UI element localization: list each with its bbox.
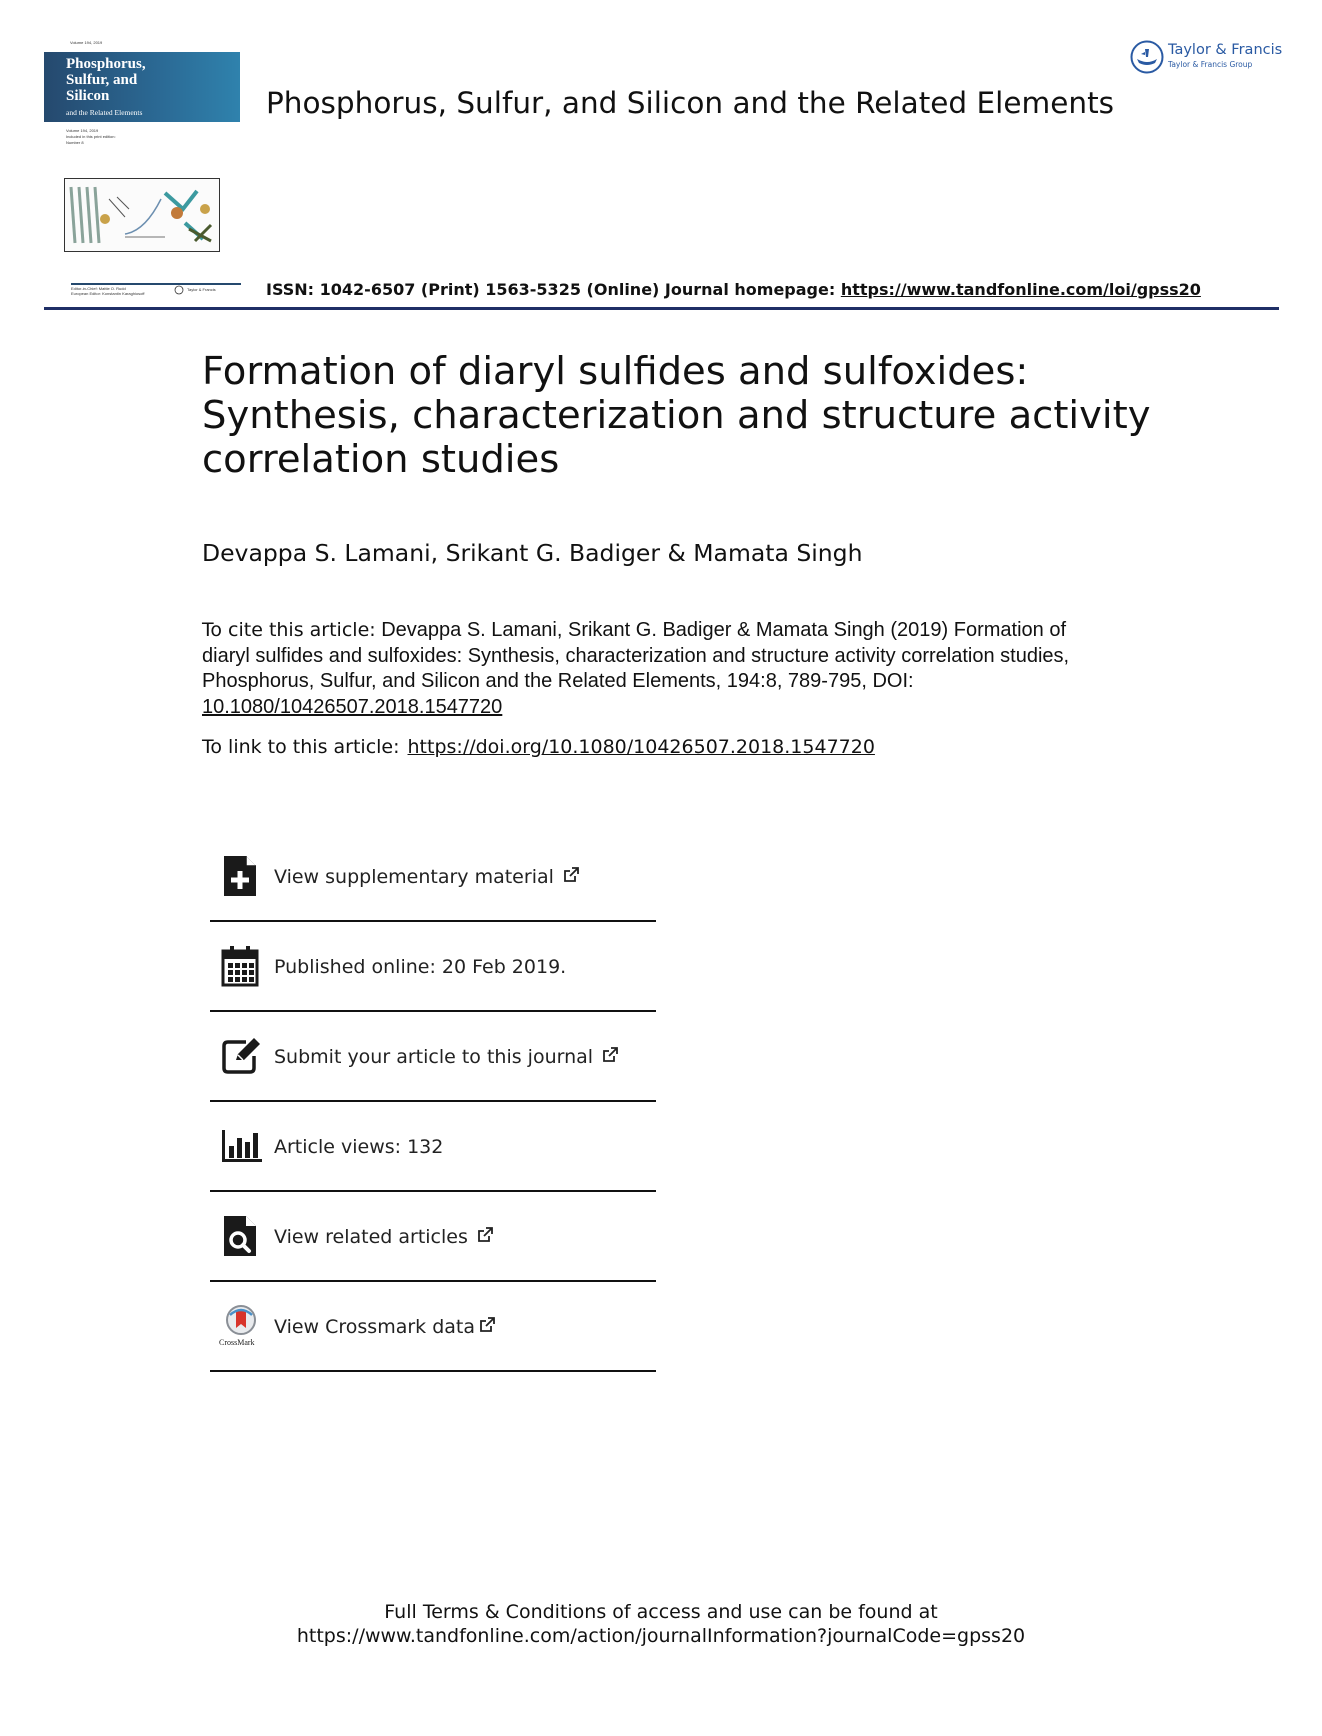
view-supplementary-text: View supplementary material [274,866,554,888]
cover-small-line: Included in this print edition: [66,134,116,139]
crossmark-icon [220,1304,262,1348]
cover-small-line: Number 8 [66,140,84,145]
article-link-row [202,736,875,758]
publisher-logo[interactable] [1130,40,1283,76]
cover-volume: Volume 194, 2019 [70,40,103,45]
file-search-icon [220,1214,262,1258]
terms-url[interactable]: https://www.tandfonline.com/action/journalInformation?journalCode=gpss20 [296,1625,1026,1647]
cover-small-line: Volume 194, 2019 [66,128,99,133]
article-title-line: correlation studies [202,437,560,482]
cite-text: Devappa S. Lamani, Srikant G. Badiger & Mamata Singh (2019) Formation of diaryl sulfides and sulfoxides: Synthesis, characterization and structure activity correlation studies, Phosphorus, Sulfur, and Silicon and the Related Elements, 194:8, 789-795, DOI: [202,619,1070,692]
published-online-row [210,922,656,1012]
bar-chart-icon [220,1124,262,1168]
calendar-icon [220,944,262,988]
cover-title-line: Sulfur, and [66,72,138,88]
cite-doi-link[interactable]: 10.1080/10426507.2018.1547720 [202,695,503,718]
article-title [202,350,1162,482]
article-title-line: Synthesis, characterization and structure activity [202,393,1151,438]
terms-line: Full Terms & Conditions of access and use can be found at [384,1601,938,1623]
cite-label: To cite this article: [202,619,376,641]
cover-footer-rule [71,283,241,285]
cover-artwork-graphic [65,179,219,251]
cover-title-line: Silicon [66,88,110,104]
article-title-line: Formation of diaryl sulfides and sulfoxides: [202,349,1029,394]
submit-article-text: Submit your article to this journal [274,1046,594,1068]
journal-homepage-link[interactable]: https://www.tandfonline.com/loi/gpss20 [840,280,1201,299]
crossmark-row[interactable] [210,1282,656,1372]
view-supplementary-label [274,866,580,888]
external-link-icon [478,1316,496,1334]
cover-subtitle: and the Related Elements [66,108,143,117]
related-articles-label [274,1226,494,1248]
published-online-label: Published online: 20 Feb 2019. [274,956,567,978]
cover-title-line: Phosphorus, [66,56,146,72]
citation [202,618,1102,720]
issn-text: ISSN: 1042-6507 (Print) 1563-5325 (Online) Journal homepage: [266,280,841,299]
cover-publisher-name: Taylor & Francis [187,287,216,292]
related-articles-row[interactable] [210,1192,656,1282]
journal-cover [44,40,240,295]
submit-article-label [274,1046,619,1068]
article-doi-link[interactable]: https://doi.org/10.1080/10426507.2018.1547720 [407,736,875,758]
issn-line [266,280,1201,299]
terms-footer [0,1600,1322,1648]
crossmark-icon-text: CrossMark [219,1338,255,1347]
submit-article-row[interactable] [210,1012,656,1102]
link-label: To link to this article: [202,736,400,758]
cover-title [66,56,146,104]
article-authors: Devappa S. Lamani, Srikant G. Badiger & Mamata Singh [202,539,863,567]
article-views-row [210,1102,656,1192]
external-link-icon [476,1226,494,1244]
file-plus-icon [220,854,262,898]
journal-title: Phosphorus, Sulfur, and Silicon and the Related Elements [266,86,1115,120]
cover-editor-line: Editor-in-Chief: Mattie O. Rudd [71,286,126,291]
cover-publisher-icon [174,285,184,295]
crossmark-label [274,1316,496,1338]
edit-icon [220,1034,262,1078]
related-articles-text: View related articles [274,1226,468,1248]
external-link-icon [562,866,580,884]
publisher-name: Taylor & Francis [1168,42,1283,58]
cover-editor-line: European Editor: Konstantin Karaghiosoff [71,291,145,296]
crossmark-text: View Crossmark data [274,1316,476,1338]
publisher-logo-icon [1130,40,1164,74]
external-link-icon [601,1046,619,1064]
article-views-label: Article views: 132 [274,1136,444,1158]
publisher-group: Taylor & Francis Group [1168,60,1253,69]
view-supplementary-row[interactable] [210,832,656,922]
header-rule [44,307,1279,310]
crossmark-badge [220,1304,262,1338]
cover-artwork [64,178,220,252]
